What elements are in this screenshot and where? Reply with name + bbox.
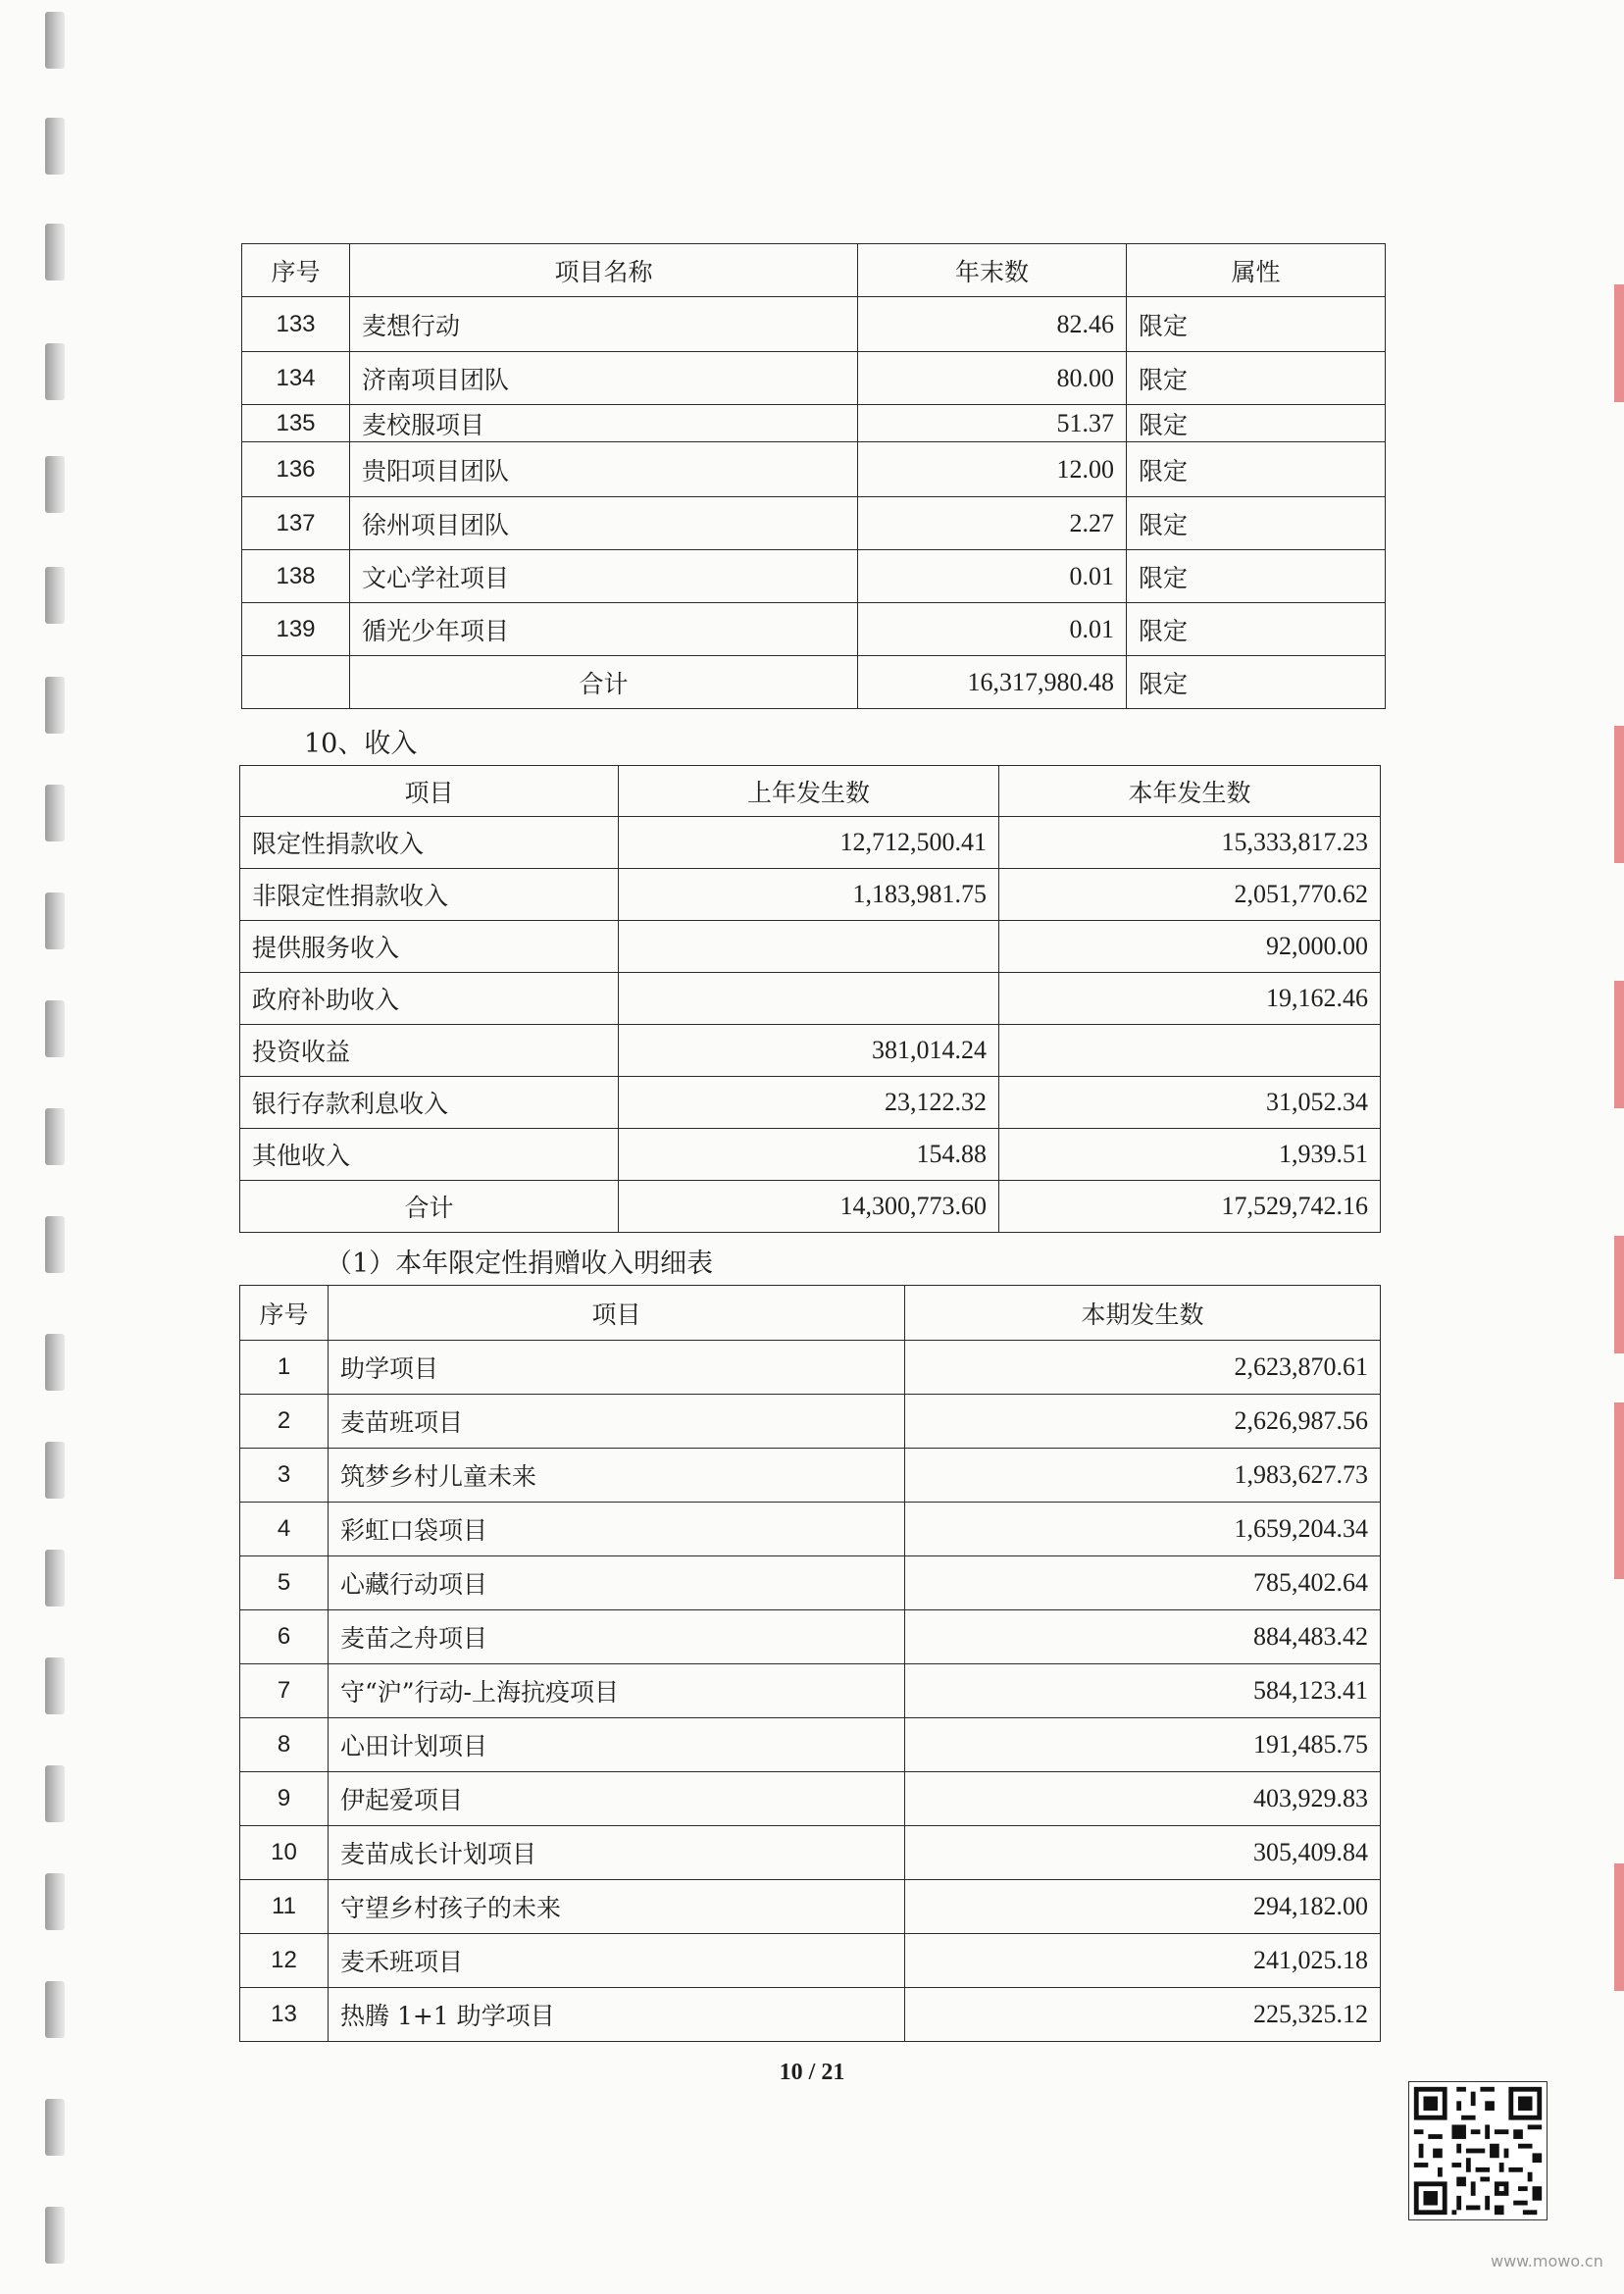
cell-seq: 133 [242, 297, 350, 352]
binding-hole [45, 224, 65, 280]
binding-hole [45, 785, 65, 841]
cell-item: 其他收入 [240, 1129, 619, 1181]
table-row [242, 497, 1386, 550]
cell-attribute: 限定 [1127, 497, 1386, 550]
binding-hole [45, 118, 65, 175]
cell-amount: 1,659,204.34 [905, 1503, 1381, 1556]
cell-attribute: 限定 [1127, 442, 1386, 497]
cell-amount: 2,626,987.56 [905, 1395, 1381, 1449]
binding-hole [45, 567, 65, 624]
binding-hole [45, 2099, 65, 2156]
cell-amount: 305,409.84 [905, 1826, 1381, 1880]
cell-seq: 134 [242, 352, 350, 405]
restricted-assets-table [241, 243, 1386, 709]
cell-amount: 884,483.42 [905, 1610, 1381, 1664]
cell-seq: 4 [240, 1503, 329, 1556]
table-row [240, 1025, 1381, 1077]
cell-prev [619, 973, 999, 1025]
cell-item: 限定性捐款收入 [240, 817, 619, 869]
watermark-text: www.mowo.cn [1491, 2252, 1603, 2270]
cell-seq: 9 [240, 1772, 329, 1826]
seal-mark [1614, 726, 1624, 863]
cell-project-name: 文心学社项目 [350, 550, 858, 603]
cell-prev: 23,122.32 [619, 1077, 999, 1129]
cell-curr: 1,939.51 [999, 1129, 1381, 1181]
table-row [240, 869, 1381, 921]
table-total-row [242, 656, 1386, 709]
binding-hole [45, 1981, 65, 2038]
table-row [240, 973, 1381, 1025]
binding-hole [45, 892, 65, 949]
qr-code-icon [1408, 2081, 1548, 2220]
cell-curr: 92,000.00 [999, 921, 1381, 973]
cell-seq: 10 [240, 1826, 329, 1880]
page-number: 10 / 21 [779, 2060, 845, 2085]
table-row [242, 352, 1386, 405]
cell-amount: 241,025.18 [905, 1934, 1381, 1988]
table-row [240, 1341, 1381, 1395]
cell-seq: 11 [240, 1880, 329, 1934]
cell-item: 伊起爱项目 [329, 1772, 905, 1826]
table-row [240, 1449, 1381, 1503]
binding-hole [45, 1873, 65, 1930]
cell-item: 非限定性捐款收入 [240, 869, 619, 921]
cell-seq: 2 [240, 1395, 329, 1449]
cell-attribute: 限定 [1127, 603, 1386, 656]
cell-amount: 51.37 [858, 405, 1127, 442]
cell-seq: 5 [240, 1556, 329, 1610]
cell-amount: 0.01 [858, 603, 1127, 656]
table-row [240, 1718, 1381, 1772]
header-year-end: 年末数 [858, 244, 1127, 297]
binding-hole [45, 1657, 65, 1714]
table-total-row [240, 1181, 1381, 1233]
cell-amount: 584,123.41 [905, 1664, 1381, 1718]
cell-item: 热腾 1+1 助学项目 [329, 1988, 905, 2042]
cell-project-name: 贵阳项目团队 [350, 442, 858, 497]
income-table [239, 765, 1381, 1233]
header-item: 项目 [329, 1286, 905, 1341]
cell-item: 麦苗之舟项目 [329, 1610, 905, 1664]
cell-seq: 3 [240, 1449, 329, 1503]
binding-hole [45, 2207, 65, 2264]
binding-hole [45, 1442, 65, 1499]
cell-seq: 8 [240, 1718, 329, 1772]
header-item: 项目 [240, 766, 619, 817]
cell-project-name: 麦校服项目 [350, 405, 858, 442]
table-row [240, 1988, 1381, 2042]
table-header-row [242, 244, 1386, 297]
cell-amount: 225,325.12 [905, 1988, 1381, 2042]
cell-curr: 15,333,817.23 [999, 817, 1381, 869]
cell-total-amount: 16,317,980.48 [858, 656, 1127, 709]
binding-hole [45, 1550, 65, 1606]
section-title-income: 10、收入 [304, 729, 418, 759]
cell-item: 筑梦乡村儿童未来 [329, 1449, 905, 1503]
table-row [240, 1556, 1381, 1610]
table-row [242, 550, 1386, 603]
binding-hole [45, 343, 65, 400]
cell-amount: 2,623,870.61 [905, 1341, 1381, 1395]
cell-prev: 1,183,981.75 [619, 869, 999, 921]
cell-curr [999, 1025, 1381, 1077]
cell-item: 政府补助收入 [240, 973, 619, 1025]
cell-prev: 154.88 [619, 1129, 999, 1181]
cell-curr: 2,051,770.62 [999, 869, 1381, 921]
restricted-donation-detail-table [239, 1285, 1381, 2042]
cell-amount: 2.27 [858, 497, 1127, 550]
table-row [240, 1395, 1381, 1449]
cell-amount: 12.00 [858, 442, 1127, 497]
table-row [242, 603, 1386, 656]
subsection-title-restricted-donations: （1）本年限定性捐赠收入明细表 [326, 1249, 714, 1279]
cell-item: 麦禾班项目 [329, 1934, 905, 1988]
cell-amount: 1,983,627.73 [905, 1449, 1381, 1503]
binding-hole [45, 1216, 65, 1273]
table-row [240, 1826, 1381, 1880]
header-seq: 序号 [240, 1286, 329, 1341]
cell-item: 投资收益 [240, 1025, 619, 1077]
cell-seq: 7 [240, 1664, 329, 1718]
cell-prev [619, 921, 999, 973]
table-row [240, 1503, 1381, 1556]
cell-seq: 138 [242, 550, 350, 603]
cell-item: 守望乡村孩子的未来 [329, 1880, 905, 1934]
table-row [242, 297, 1386, 352]
cell-amount: 294,182.00 [905, 1880, 1381, 1934]
cell-total-prev: 14,300,773.60 [619, 1181, 999, 1233]
table-row [240, 1772, 1381, 1826]
seal-mark [1614, 1863, 1624, 1991]
cell-item: 助学项目 [329, 1341, 905, 1395]
binding-hole [45, 12, 65, 69]
cell-total-attribute: 限定 [1127, 656, 1386, 709]
cell-seq: 135 [242, 405, 350, 442]
cell-project-name: 徐州项目团队 [350, 497, 858, 550]
cell-attribute: 限定 [1127, 297, 1386, 352]
cell-curr: 19,162.46 [999, 973, 1381, 1025]
table-row [240, 1880, 1381, 1934]
header-seq: 序号 [242, 244, 350, 297]
cell-amount: 403,929.83 [905, 1772, 1381, 1826]
cell-item: 守“沪”行动-上海抗疫项目 [329, 1664, 905, 1718]
cell-total-label: 合计 [350, 656, 858, 709]
cell-item: 麦苗成长计划项目 [329, 1826, 905, 1880]
cell-attribute: 限定 [1127, 550, 1386, 603]
table-row [240, 817, 1381, 869]
header-project-name: 项目名称 [350, 244, 858, 297]
cell-curr: 31,052.34 [999, 1077, 1381, 1129]
binding-hole [45, 1334, 65, 1391]
cell-seq: 6 [240, 1610, 329, 1664]
cell-seq: 13 [240, 1988, 329, 2042]
seal-mark [1614, 284, 1624, 402]
cell-item: 心藏行动项目 [329, 1556, 905, 1610]
cell-seq: 137 [242, 497, 350, 550]
cell-prev: 381,014.24 [619, 1025, 999, 1077]
cell-amount: 191,485.75 [905, 1718, 1381, 1772]
seal-mark [1614, 1402, 1624, 1579]
cell-attribute: 限定 [1127, 352, 1386, 405]
cell-total-label: 合计 [240, 1181, 619, 1233]
table-header-row [240, 1286, 1381, 1341]
binding-hole [45, 1765, 65, 1822]
binding-hole [45, 1108, 65, 1165]
cell-seq: 139 [242, 603, 350, 656]
cell-amount: 80.00 [858, 352, 1127, 405]
binding-hole [45, 677, 65, 734]
cell-item: 彩虹口袋项目 [329, 1503, 905, 1556]
cell-amount: 82.46 [858, 297, 1127, 352]
table-row [240, 1664, 1381, 1718]
cell-project-name: 济南项目团队 [350, 352, 858, 405]
cell-item: 银行存款利息收入 [240, 1077, 619, 1129]
seal-mark [1614, 1236, 1624, 1353]
cell-item: 麦苗班项目 [329, 1395, 905, 1449]
cell-prev: 12,712,500.41 [619, 817, 999, 869]
seal-mark [1614, 981, 1624, 1108]
table-row [240, 1610, 1381, 1664]
header-attribute: 属性 [1127, 244, 1386, 297]
cell-attribute: 限定 [1127, 405, 1386, 442]
cell-total-curr: 17,529,742.16 [999, 1181, 1381, 1233]
cell-empty [242, 656, 350, 709]
header-amount: 本期发生数 [905, 1286, 1381, 1341]
table-row [240, 921, 1381, 973]
table-header-row [240, 766, 1381, 817]
cell-seq: 12 [240, 1934, 329, 1988]
cell-amount: 785,402.64 [905, 1556, 1381, 1610]
cell-project-name: 麦想行动 [350, 297, 858, 352]
cell-item: 提供服务收入 [240, 921, 619, 973]
cell-seq: 136 [242, 442, 350, 497]
header-prev-year: 上年发生数 [619, 766, 999, 817]
table-row [240, 1129, 1381, 1181]
binding-hole [45, 456, 65, 513]
table-row [242, 405, 1386, 442]
table-row [242, 442, 1386, 497]
table-row [240, 1934, 1381, 1988]
cell-amount: 0.01 [858, 550, 1127, 603]
cell-item: 心田计划项目 [329, 1718, 905, 1772]
table-row [240, 1077, 1381, 1129]
cell-seq: 1 [240, 1341, 329, 1395]
header-curr-year: 本年发生数 [999, 766, 1381, 817]
binding-hole [45, 1000, 65, 1057]
cell-project-name: 循光少年项目 [350, 603, 858, 656]
